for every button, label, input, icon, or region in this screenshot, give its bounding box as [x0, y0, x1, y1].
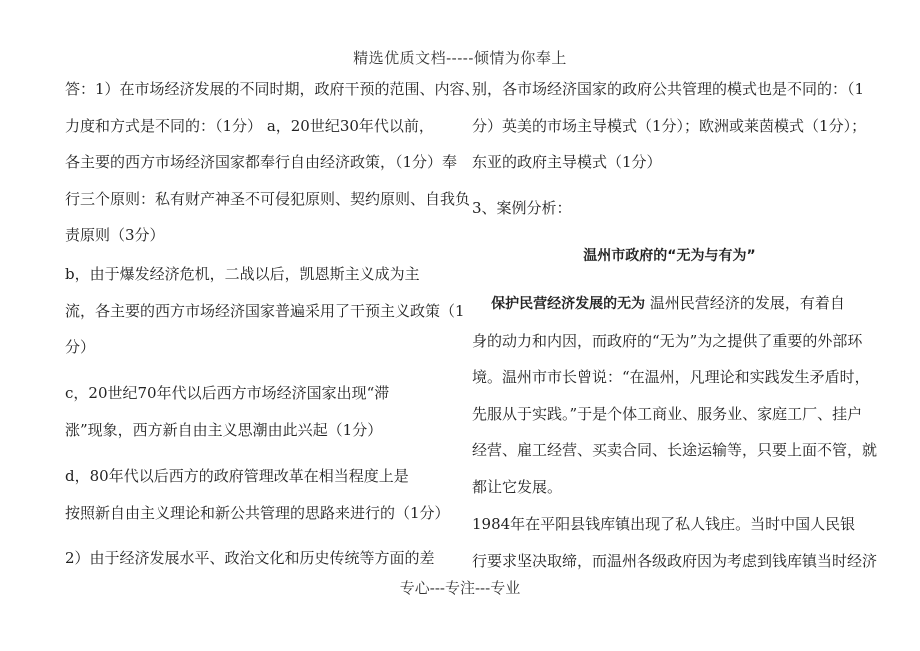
text-line: 力度和方式是不同的：（1分） a，20世纪30年代以前， [65, 116, 434, 135]
case-paragraph-2 [472, 506, 878, 579]
text-line: 各主要的西方市场经济国家都奉行自由经济政策，（1分）奉 [65, 153, 458, 171]
case-analysis-heading: 3、案例分析： [472, 199, 572, 217]
text-line: 经营、雇工经营、买卖合同、长途运输等，只要上面不管，就 [472, 441, 878, 459]
paragraph-text: 温州民营经济的发展，有着自 [649, 294, 845, 312]
text-line: 2）由于经济发展水平、政治文化和历史传统等方面的差 [65, 549, 435, 567]
text-line: 都让它发展。 [472, 477, 563, 496]
text-line: 涨”现象，西方新自由主义思潮由此兴起（1分） [65, 420, 383, 439]
text-line: c，20世纪70年代以后西方市场经济国家出现“滞 [65, 384, 390, 402]
text-line: 境。温州市市长曾说：“在温州，凡理论和实践发生矛盾时， [472, 368, 870, 386]
text-line: 分）英美的市场主导模式（1分）；欧洲或莱茵模式（1分）； [472, 116, 867, 135]
answer-part1-block [65, 71, 480, 254]
answer-part2-block [65, 540, 453, 577]
case-title: 温州市政府的“无为与有为” [583, 248, 756, 264]
text-line: 流，各主要的西方市场经济国家普遍采用了干预主义政策（1 [65, 301, 465, 320]
text-line: 责原则（3分） [65, 226, 165, 244]
text-line: 东亚的政府主导模式（1分） [472, 153, 662, 171]
page-footer: 专心---专注---专业 [399, 579, 521, 597]
text-line: 行三个原则：私有财产神圣不可侵犯原则、契约原则、自我负 [65, 189, 471, 208]
text-line: 1984年在平阳县钱库镇出现了私人钱庄。当时中国人民银 [472, 515, 856, 533]
text-line: d，80年代以后西方的政府管理改革在相当程度上是 [65, 467, 409, 485]
answer-part-c-block [65, 375, 453, 448]
text-line [472, 285, 867, 323]
answer-part-b-block [65, 256, 465, 366]
text-line: 按照新自由主义理论和新公共管理的思路来进行的（1分） [65, 503, 450, 522]
case-paragraph-1 [472, 285, 878, 505]
text-line: 答：1）在市场经济发展的不同时期，政府干预的范围、内容、 [65, 80, 480, 98]
text-line: 先服从于实践。”于是个体工商业、服务业、家庭工厂、挂户 [472, 404, 863, 423]
text-line: 行要求坚决取缔，而温州各级政府因为考虑到钱库镇当时经济 [472, 551, 878, 570]
text-line: 分） [65, 338, 96, 356]
text-line: b，由于爆发经济危机，二战以后，凯恩斯主义成为主 [65, 265, 420, 283]
paragraph-lead: 保护民营经济发展的无为 [491, 296, 646, 312]
page-header: 精选优质文档-----倾情为你奉上 [353, 49, 567, 67]
text-line: 身的动力和内因，而政府的“无为”为之提供了重要的外部环 [472, 331, 863, 350]
answer-part2-continued-block [472, 71, 867, 181]
answer-part-d-block [65, 458, 453, 531]
text-line: 别，各市场经济国家的政府公共管理的模式也是不同的：（1 [472, 80, 865, 98]
